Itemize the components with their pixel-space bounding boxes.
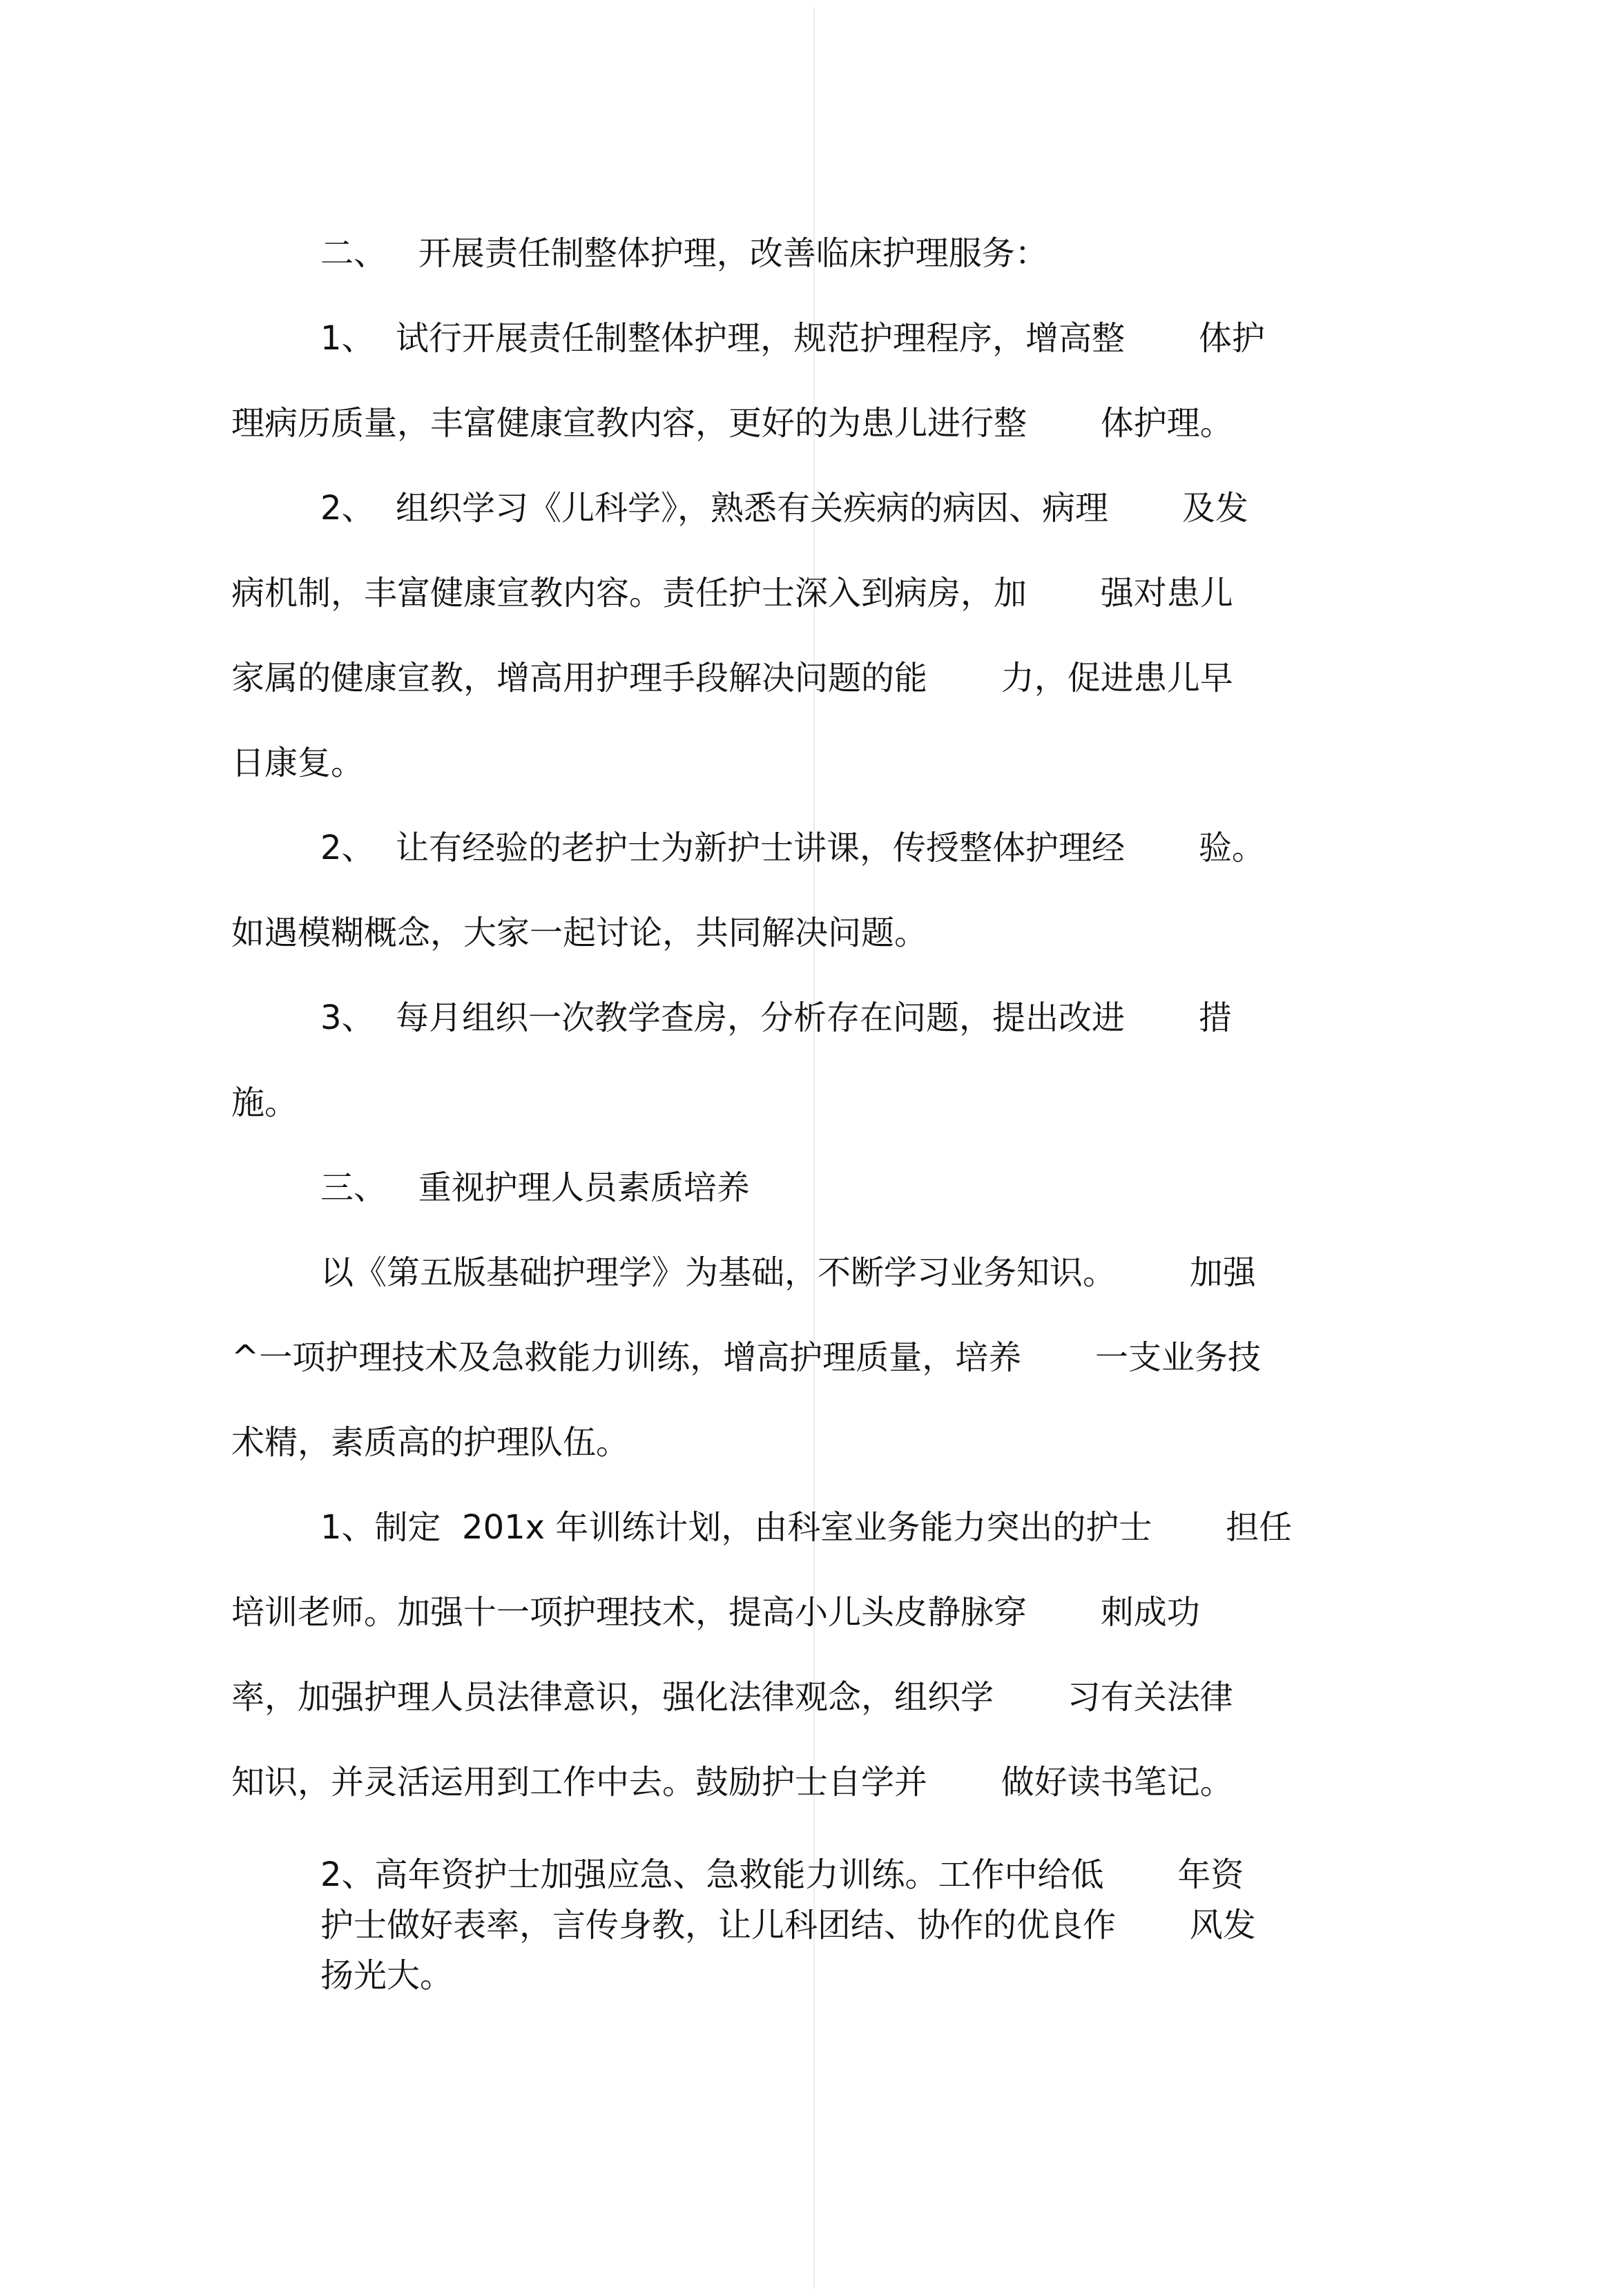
paragraph-line: 理病历质量，丰富健康宣教内容，更好的为患儿进行整 体护理。 — [231, 404, 1233, 443]
paragraph-line: 以《第五版基础护理学》为基础，不断学习业务知识。 加强 — [320, 1253, 1256, 1292]
paragraph-line: 如遇模糊概念，大家一起讨论，共同解决问题。 — [231, 914, 928, 952]
paragraph-line: 病机制，丰富健康宣教内容。责任护士深入到病房，加 强对患儿 — [231, 574, 1233, 612]
section-heading-2: 二、 开展责任制整体护理，改善临床护理服务： — [320, 234, 1048, 273]
paragraph-line: 家属的健康宣教，增高用护理手段解决问题的能 力，促进患儿早 — [231, 659, 1233, 697]
section-heading-3: 三、 重视护理人员素质培养 — [320, 1168, 750, 1207]
paragraph-line: 培训老师。加强十一项护理技术，提高小儿头皮静脉穿 刺成功 — [231, 1593, 1200, 1632]
paragraph-line: 2、 组织学习《儿科学》，熟悉有关疾病的病因、病理 及发 — [320, 489, 1248, 528]
paragraph-line: 2、 让有经验的老护士为新护士讲课，传授整体护理经 验。 — [320, 829, 1265, 867]
paragraph-line: 率，加强护理人员法律意识，强化法律观念，组织学 习有关法律 — [231, 1678, 1233, 1717]
paragraph-line: 1、制定 201x 年训练计划，由科室业务能力突出的护士 担任 — [320, 1508, 1293, 1547]
paragraph-line: 知识，并灵活运用到工作中去。鼓励护士自学并 做好读书笔记。 — [231, 1763, 1233, 1802]
paragraph-line: 护士做好表率，言传身教，让儿科团结、协作的优良作 风发 — [320, 1906, 1256, 1945]
paragraph-line: 日康复。 — [231, 744, 365, 782]
paragraph-line: 3、 每月组织一次教学查房，分析存在问题，提出改进 措 — [320, 999, 1232, 1037]
paragraph-line: 术精，素质高的护理队伍。 — [231, 1423, 630, 1462]
paragraph-line: 1、 试行开展责任制整体护理，规范护理程序，增高整 体护 — [320, 319, 1265, 358]
paragraph-line: 施。 — [231, 1083, 298, 1122]
paragraph-line: 扬光大。 — [320, 1956, 454, 1995]
paragraph-line: 2、高年资护士加强应急、急救能力训练。工作中给低 年资 — [320, 1855, 1244, 1894]
paragraph-line: ^一项护理技术及急救能力训练，增高护理质量，培养 一支业务技 — [231, 1338, 1262, 1377]
